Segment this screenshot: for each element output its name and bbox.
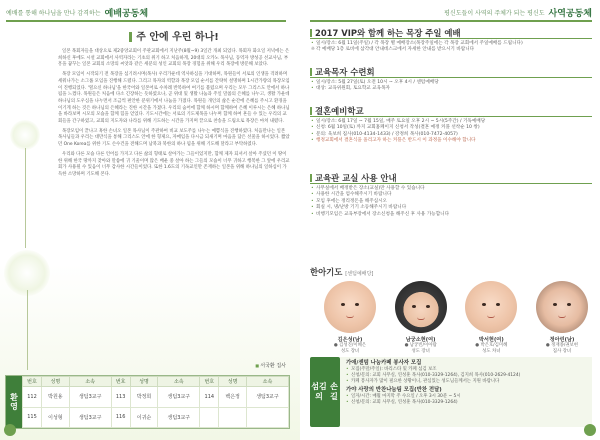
baby-name: 김은성(남) <box>337 337 363 343</box>
service-line: • 모집(주말/주일): 바리스타 및 카페 섬김 보조 <box>346 367 586 373</box>
page-number-marker <box>4 424 16 436</box>
right-header-tagline: 평신도들이 사역의 주체가 되는 평신도 <box>444 9 545 17</box>
baby-name: 정아린(남) <box>549 337 575 343</box>
notice-title: 교육목자 수련회 <box>310 67 592 78</box>
welcome-table-header: 소속 <box>246 377 288 387</box>
service-line: • 신청/문의: 교회 사무실, 연성훈 목사(010-3329-1264), 김지희 목사(010-2629-4124) <box>346 373 586 379</box>
notice-marriage-school <box>310 106 592 145</box>
notice-item: • 행정교회에서 결혼식을 올리고자 하는 커플은 반드시 이 과정을 이수해야 합니다 <box>310 138 592 144</box>
article-paragraph: 우리와 다른 모습 다른 언어를 가지고 다른 삶의 형태로 살아가는 그들이었지만, 함께 제자 되셔서 살아 주셨던 이 땅이 한 위해 한국 땅까지 찾아와 말씀에 귀 기울이며 많은 배운 중 살아 하는 그들의 모습이 너무 귀하고 행복한 그 앞에 우리교회가 사용될 수 있음이 너무 감사한 시간들이었다. 또한 1.6도의 기독교인만 존재하는 일본을 위해 하나님의 일하심이 가득한 소망하며 기도해 본다. <box>58 151 290 177</box>
welcome-table-header: 번호 <box>200 377 219 387</box>
notice-vip-worship <box>310 28 592 54</box>
left-header-title: 예배공동체 <box>104 8 149 19</box>
right-page <box>300 0 600 440</box>
right-header-title: 사역공동체 <box>548 8 592 19</box>
service-heading: 가애/센텀 나눔카페 봉사자 모집 <box>346 360 422 366</box>
welcome-table-cell: 113 <box>111 387 130 408</box>
baby-relation: 집사 장녀 <box>552 349 572 354</box>
article-title: 주 안에 우린 하나! <box>58 28 290 43</box>
welcome-table-cell <box>200 407 219 428</box>
baby-prayer-location: [센텀예배당] <box>345 271 374 277</box>
welcome-table-cell: 114 <box>200 387 219 408</box>
article-body <box>58 49 290 179</box>
baby-photo <box>395 281 447 333</box>
baby-card <box>461 281 521 355</box>
left-header-rule <box>6 20 286 22</box>
dandelion-stem <box>25 148 26 248</box>
welcome-table-header: 번호 <box>111 377 130 387</box>
welcome-table-cell: 생텀3교구 <box>158 387 200 408</box>
baby-relation: 성도 장녀 <box>411 349 430 354</box>
notice-item: • 신청: 6월 10일(토) 까지 교회홈페이지 신청서 작성(결혼 예정 커플 선착순 10 쌍) <box>310 125 592 131</box>
dandelion-decoration <box>10 120 40 150</box>
welcome-table-cell: 생텀3교구 <box>246 387 288 408</box>
article <box>58 28 290 376</box>
welcome-table-box <box>5 375 290 429</box>
service-line: • 신청/문의: 교회 사무실, 연성훈 목사(010-3329-1264) <box>346 400 586 406</box>
notice-title: 결혼예비학교 <box>310 106 592 117</box>
notice-item: • 대상: 교육위원회, 토요학교 교육목자 <box>310 86 592 92</box>
left-header <box>6 4 148 20</box>
baby-card <box>320 281 380 355</box>
baby-card <box>532 281 592 355</box>
notice-item: • 사용한 시간을 엄수해주시기 바랍니다 <box>310 192 592 198</box>
welcome-table-header: 소속 <box>69 377 111 387</box>
service-recruit-box <box>310 357 592 427</box>
welcome-table-header: 성명 <box>42 377 70 387</box>
baby-parents: ● 박은호/김미혜 <box>475 343 508 348</box>
dandelion-stem <box>27 290 28 370</box>
welcome-table <box>22 376 289 428</box>
notice-item: • 회실 시, 냉/난방 기기 소등해주시기 바랍니다 <box>310 205 592 211</box>
notice-item: • 비행기모임은 교육부장에서 장소신청을 해주신 후 사용 가능합니다 <box>310 212 592 218</box>
notice-item: • 모임 후에는 정리정돈을 해주십시오 <box>310 199 592 205</box>
baby-name: 남궁소현(여) <box>405 337 436 343</box>
notice-item: ※ 각 예배당 1층 로비에 삼각대 안내데스크에서 자세한 안내를 받으시기 바랍니다 <box>310 47 592 53</box>
page-number-marker <box>584 424 596 436</box>
article-author: ■ 서국환 집사 <box>255 362 286 369</box>
welcome-label: 환영 <box>6 376 22 428</box>
welcome-table-header: 번호 <box>23 377 42 387</box>
baby-relation: 성도 차녀 <box>482 349 501 354</box>
notice-teacher-retreat <box>310 67 592 93</box>
notice-classroom-usage <box>310 173 592 218</box>
welcome-table-cell <box>219 407 247 428</box>
article-paragraph: 일본 목회자들을 대상으로 제2중앙교회이 주관교회에서 지난주(8월~9) 3일간 개최 되었다. 목회자 화요일 저녁에는 은희하신 후에도 시설 교회에서 사역자라는 기초의 위기 하고 처음하게, 20대의 오카노 목사님, 동역자 방성공 선교사님, 부흥을 꿈꾸는 일본 교회의 소망의 씨앗과 같은 세분의 성인 교회의 목장 경험을 위해 우리 목장에 방문해 보았다. <box>58 49 290 68</box>
notice-item: • 일시/장소: 6월 17일 ~ 7월 15일, 매주 토요일 오후 2시 ~ 5시(5주간) / 기독예배당 <box>310 119 592 125</box>
baby-parents: ● 남궁빈/이아람 <box>404 343 437 348</box>
baby-parents: ● 김성진/이혜은 <box>333 343 367 348</box>
right-header-rule <box>310 20 592 22</box>
baby-name: 박서현(여) <box>478 337 504 343</box>
welcome-table-cell: 116 <box>111 407 130 428</box>
notice-item: • 일시/장소: 6월 11일(주일) / 각 목장 별 예배장소(목장주일에는 각 목장 교회에서 주일예배를 드립니다) <box>310 41 592 47</box>
welcome-table-cell: 이성형 <box>42 407 70 428</box>
baby-relation: 성도 장녀 <box>340 349 360 354</box>
baby-photos <box>320 281 592 355</box>
right-header <box>444 4 592 20</box>
welcome-table-cell: 백은정 <box>219 387 247 408</box>
baby-card <box>391 281 451 355</box>
notice-title: 교육관 교실 사용 안내 <box>310 173 592 184</box>
service-line: • 일자/시간: 매월 마지막 주 수요일 / 오후 3시 30분 ~ 5시 <box>346 394 586 400</box>
welcome-table-cell: 115 <box>23 407 42 428</box>
table-row <box>23 387 289 408</box>
welcome-table-cell <box>246 407 288 428</box>
baby-prayer-title: 한아기도 [센텀예배당] <box>310 267 374 277</box>
welcome-table-cell: 박정희 <box>130 387 158 408</box>
notice-item: • 문의: 육보희 집사(010-4134-1433) / 강정희 목사(010-7472-4057) <box>310 132 592 138</box>
welcome-table-cell: 이귀순 <box>130 407 158 428</box>
service-heading: 가야 사랑의 반찬나눔팀 모집(반찬 전달) <box>346 387 442 393</box>
welcome-table-cell: 박원용 <box>42 387 70 408</box>
welcome-table-header: 성명 <box>130 377 158 387</box>
baby-photo <box>465 281 517 333</box>
notice-item: • 사무실에서 배정받은 장소(교실)만 사용할 수 있습니다 <box>310 186 592 192</box>
service-content <box>340 357 592 427</box>
baby-photo <box>324 281 376 333</box>
welcome-table-header: 성명 <box>219 377 247 387</box>
article-paragraph: 목장모임이 끝나고 혹한 손녀오 일본 목사님이 주관하여 비교 보도주를 나누는 예쁨식을 진행하였다. 처음만나는 일본 목사님들과 우리는 대만식을 통해 그리스도 안에 한 형제요, 자매임을 다시금 되새기며 마음을 담은 선물을 하시었다. 짧았던 One Korea를 위한 기도 손수건을 전해드며 남북과 북한의 하나 됨을 위해 기도해 달라고 부탁하였다. <box>58 128 290 148</box>
notice-item: • 일시/장소: 5월 27일(토) 오전 10시 ~ 오후 4시 / 센텀예배당 <box>310 80 592 86</box>
welcome-table-cell: 생텀3교구 <box>69 387 111 408</box>
notice-title: 2017 VIP와 함께 하는 목장 주일 예배 <box>310 28 592 39</box>
welcome-table-cell: 112 <box>23 387 42 408</box>
table-row <box>23 407 289 428</box>
service-line: • 카페 봉사자가 많이 필요한 상황이니, 관심있는 성도님들께서는 지원 바랍니다 <box>346 379 586 385</box>
article-paragraph: 목장 모임이 시작되기 전 목장을 섬기려시며(목사) 우리가운데 역사하심을 기대하며, 목원들이 서로의 인생을 격려하며 세워나가는 소그룹 모임을 진행해 드렸다. 그리고 목자의 역할과 목장 모임 순서를 간략히 설명하며 1시간가량의 목장모임이 진행되었다. '열으신 하나님'을 한국어와 일본어로 수차례 반복하여 여기를 불렀으며 우리는 모두 그리스도 안에서 하나 됨을 느꼈다. 목원들은 처음에 다소 긴장하는 듯하였으나, 곧 위대 및 생활 나눔과 주일 말씀의 은혜를 나누고, 생활 가운데 하나님의 도우심을 나누면서 조금씩 편안한 분위기에서 나눔을 가졌다. 목원들 개인의 삶은 순간에 은혜를 주시고 환경을 이기게 하는 것은 하나님의 은혜라는 진한 시간을 가졌다. 우리의 숨어에 함께 하시며 함께하여 은혜 이루시는 은혜 하나님을 바라보며 시모의 모습을 함께 힘을 얻었다. 기도시간에는 서로의 기도제목을 나누며 함께 하여 흔들 수 있는 우리의 교회들을 간구하였고, 교회의 지도자와 나라를 위해 기도하는 시간을 가지며 끝으로 찬송을 드림으로 목장은 마쳐 내렸다. <box>58 72 290 125</box>
left-header-tagline: 예배를 통해 하나님을 만나 감격하는 <box>6 9 101 17</box>
baby-photo <box>536 281 588 333</box>
service-label: 섬김의 손길 <box>310 357 340 427</box>
welcome-table-header: 소속 <box>158 377 200 387</box>
welcome-table-cell: 생텀3교구 <box>69 407 111 428</box>
baby-parents: ● 정재종/권보현 <box>545 343 579 348</box>
welcome-table-cell: 생텀3교구 <box>158 407 200 428</box>
